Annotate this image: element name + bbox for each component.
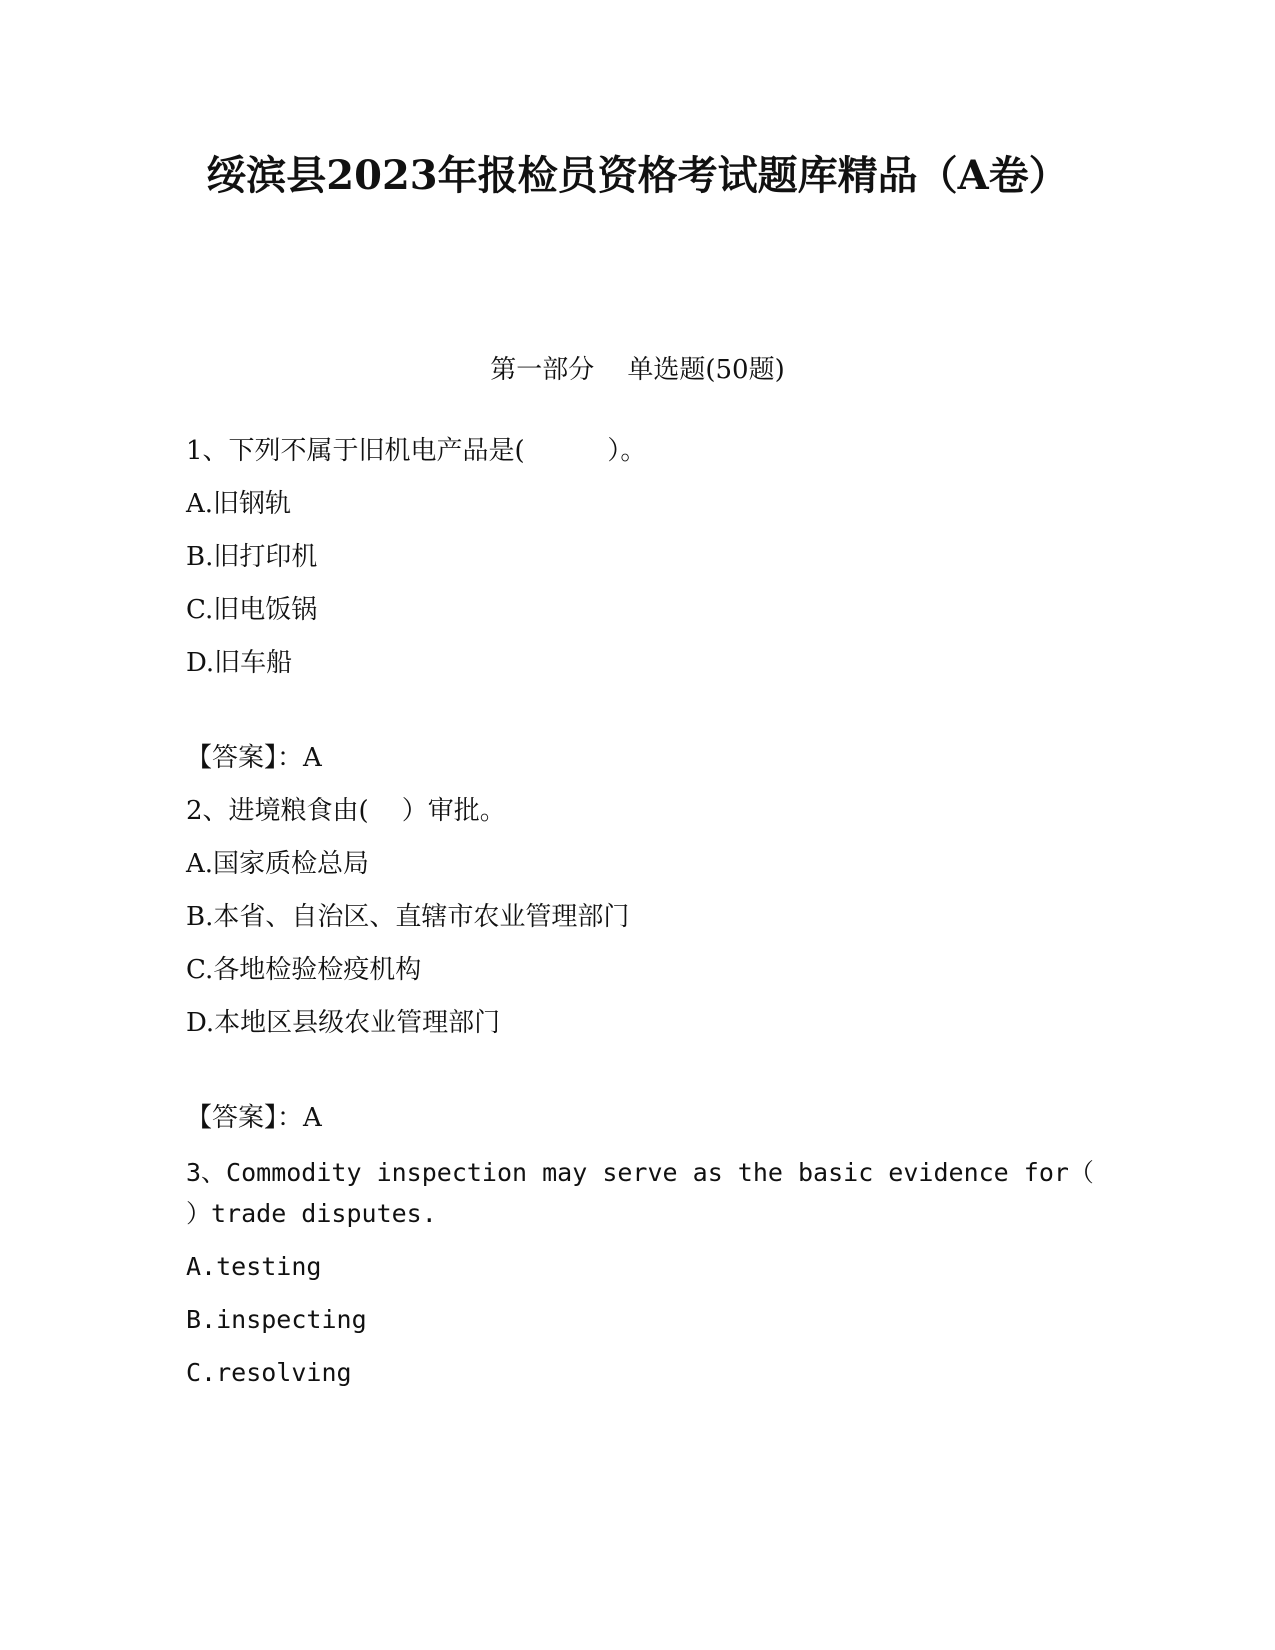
question-2-option-b: B.本省、自治区、直辖市农业管理部门: [186, 902, 630, 932]
question-2-stem: 2、进境粮食由( ）审批。: [186, 796, 506, 826]
question-3-option-a: A.testing: [186, 1252, 322, 1281]
question-2-option-c: C.各地检验检疫机构: [186, 955, 422, 985]
question-2-option-a: A.国家质检总局: [186, 849, 370, 879]
question-1-option-b: B.旧打印机: [186, 542, 318, 572]
document-title: 绥滨县2023年报检员资格考试题库精品（A卷）: [206, 152, 1069, 199]
question-2-answer: 【答案】：A: [186, 1103, 322, 1133]
question-1-option-c: C.旧电饭锅: [186, 595, 318, 625]
question-3-stem-line-2: ）trade disputes.: [186, 1199, 437, 1228]
question-3-stem-line-1: 3、Commodity inspection may serve as the basic evidence for（: [186, 1158, 1094, 1187]
question-1-option-a: A.旧钢轨: [186, 489, 292, 519]
question-1-stem: 1、下列不属于旧机电产品是( ）。: [186, 436, 647, 466]
question-3-option-b: B.inspecting: [186, 1305, 367, 1334]
question-1-option-d: D.旧车船: [186, 648, 293, 678]
section-title: 第一部分 单选题(50题): [490, 355, 785, 385]
question-2-option-d: D.本地区县级农业管理部门: [186, 1008, 501, 1038]
question-1-answer: 【答案】：A: [186, 743, 322, 773]
question-3-option-c: C.resolving: [186, 1358, 352, 1387]
